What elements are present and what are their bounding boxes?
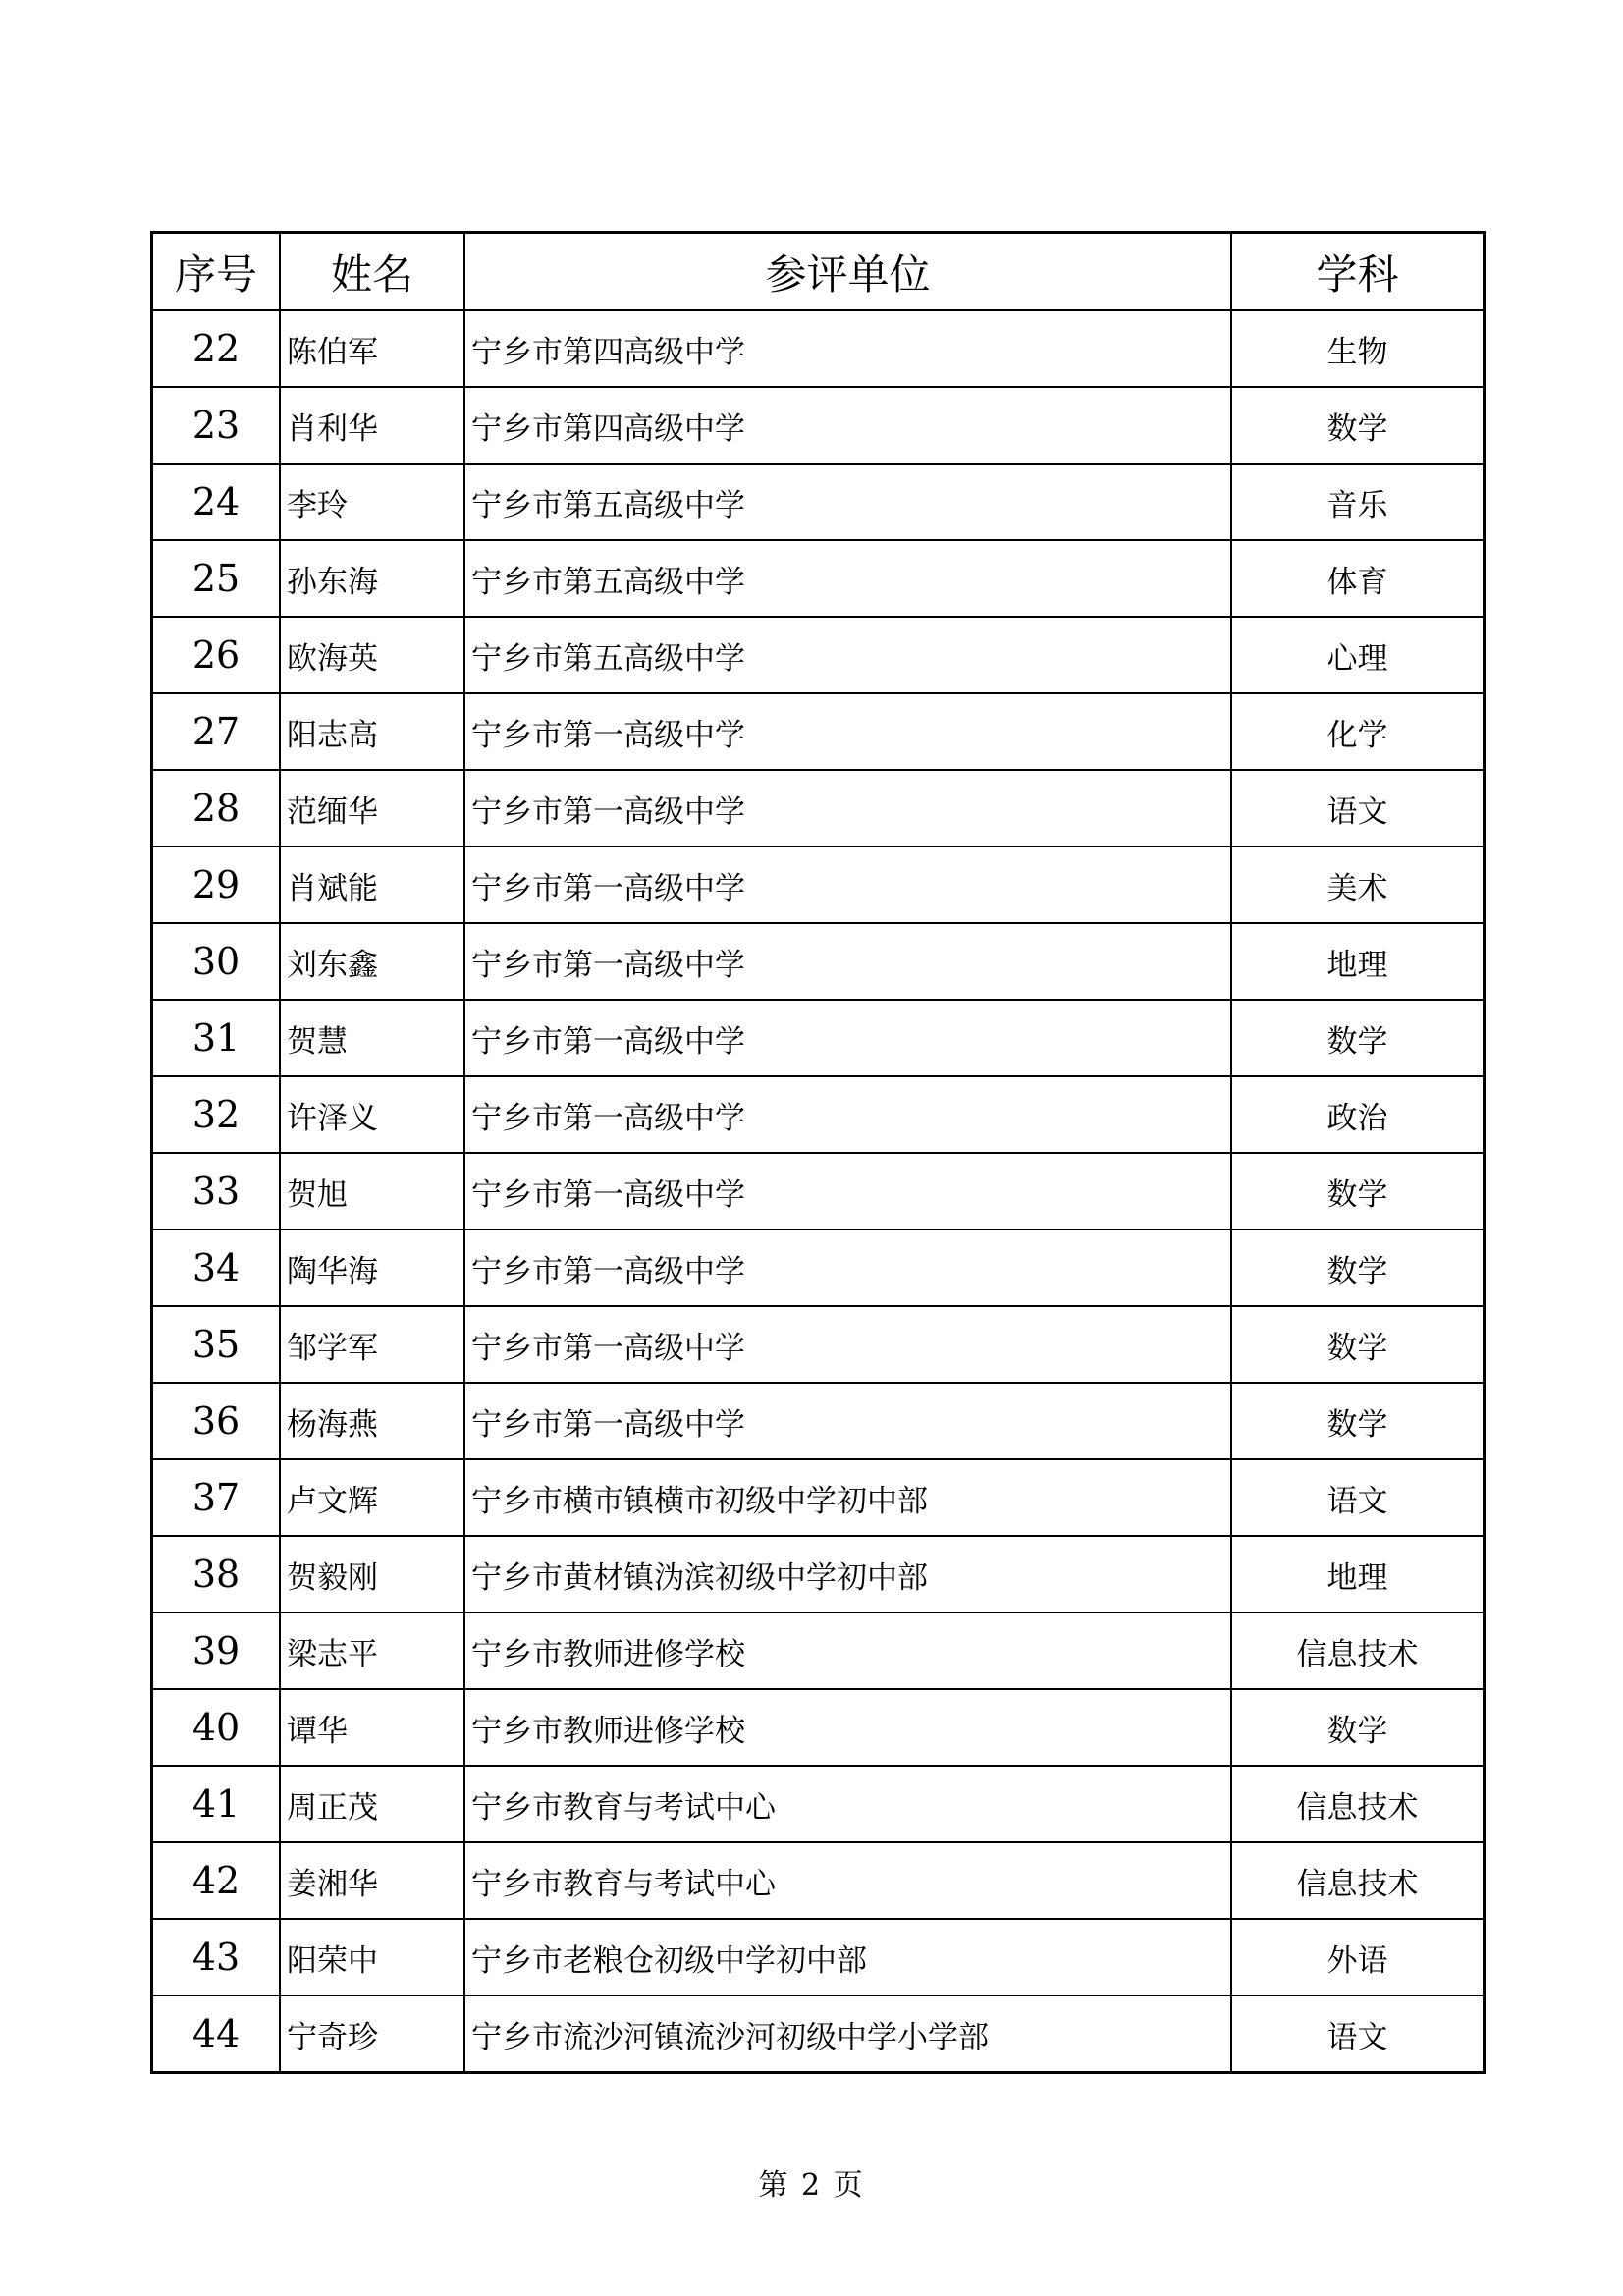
cell-subject: 数学 <box>1231 1383 1485 1459</box>
cell-no: 44 <box>152 1995 281 2073</box>
cell-subject: 外语 <box>1231 1919 1485 1995</box>
table-row <box>152 1613 1485 1689</box>
cell-name: 肖斌能 <box>280 847 464 923</box>
cell-unit: 宁乡市第一高级中学 <box>464 693 1231 770</box>
cell-unit: 宁乡市第一高级中学 <box>464 1383 1231 1459</box>
cell-name: 欧海英 <box>280 617 464 693</box>
cell-unit: 宁乡市第一高级中学 <box>464 1230 1231 1306</box>
evaluation-table <box>150 231 1486 2074</box>
table-row <box>152 540 1485 617</box>
cell-no: 41 <box>152 1766 281 1842</box>
table-row <box>152 1689 1485 1766</box>
cell-name: 贺慧 <box>280 1000 464 1076</box>
cell-name: 陶华海 <box>280 1230 464 1306</box>
cell-name: 陈伯军 <box>280 310 464 387</box>
cell-subject: 语文 <box>1231 1995 1485 2073</box>
cell-unit: 宁乡市流沙河镇流沙河初级中学小学部 <box>464 1995 1231 2073</box>
cell-name: 梁志平 <box>280 1613 464 1689</box>
table-row <box>152 693 1485 770</box>
cell-unit: 宁乡市第五高级中学 <box>464 464 1231 540</box>
header-unit: 参评单位 <box>464 233 1231 311</box>
cell-name: 贺毅刚 <box>280 1536 464 1613</box>
table-row <box>152 923 1485 1000</box>
cell-subject: 美术 <box>1231 847 1485 923</box>
cell-unit: 宁乡市第一高级中学 <box>464 1000 1231 1076</box>
cell-unit: 宁乡市第一高级中学 <box>464 770 1231 847</box>
cell-subject: 数学 <box>1231 1306 1485 1383</box>
cell-subject: 数学 <box>1231 1230 1485 1306</box>
table-row <box>152 464 1485 540</box>
cell-name: 肖利华 <box>280 387 464 464</box>
cell-no: 24 <box>152 464 281 540</box>
table-row <box>152 1383 1485 1459</box>
page-number: 第 2 页 <box>758 2168 865 2203</box>
cell-name: 刘东鑫 <box>280 923 464 1000</box>
cell-subject: 心理 <box>1231 617 1485 693</box>
cell-no: 30 <box>152 923 281 1000</box>
cell-name: 许泽义 <box>280 1076 464 1153</box>
table-row <box>152 1459 1485 1536</box>
table-row <box>152 1153 1485 1230</box>
cell-subject: 信息技术 <box>1231 1842 1485 1919</box>
cell-no: 25 <box>152 540 281 617</box>
cell-no: 33 <box>152 1153 281 1230</box>
cell-name: 阳荣中 <box>280 1919 464 1995</box>
cell-unit: 宁乡市第四高级中学 <box>464 387 1231 464</box>
table-row <box>152 1536 1485 1613</box>
cell-name: 孙东海 <box>280 540 464 617</box>
cell-subject: 音乐 <box>1231 464 1485 540</box>
cell-name: 贺旭 <box>280 1153 464 1230</box>
cell-subject: 化学 <box>1231 693 1485 770</box>
header-name: 姓名 <box>280 233 464 311</box>
table-row <box>152 310 1485 387</box>
cell-subject: 体育 <box>1231 540 1485 617</box>
cell-subject: 语文 <box>1231 770 1485 847</box>
cell-unit: 宁乡市第一高级中学 <box>464 847 1231 923</box>
cell-subject: 地理 <box>1231 1536 1485 1613</box>
cell-unit: 宁乡市横市镇横市初级中学初中部 <box>464 1459 1231 1536</box>
cell-subject: 数学 <box>1231 1153 1485 1230</box>
table-row <box>152 1766 1485 1842</box>
cell-subject: 数学 <box>1231 1000 1485 1076</box>
cell-name: 范缅华 <box>280 770 464 847</box>
cell-name: 阳志高 <box>280 693 464 770</box>
cell-unit: 宁乡市教师进修学校 <box>464 1689 1231 1766</box>
cell-subject: 数学 <box>1231 387 1485 464</box>
cell-unit: 宁乡市老粮仓初级中学初中部 <box>464 1919 1231 1995</box>
table-row <box>152 1995 1485 2073</box>
table-row <box>152 1076 1485 1153</box>
cell-no: 22 <box>152 310 281 387</box>
cell-no: 32 <box>152 1076 281 1153</box>
cell-no: 27 <box>152 693 281 770</box>
header-subject: 学科 <box>1231 233 1485 311</box>
cell-unit: 宁乡市黄材镇沩滨初级中学初中部 <box>464 1536 1231 1613</box>
cell-subject: 生物 <box>1231 310 1485 387</box>
table-row <box>152 387 1485 464</box>
cell-name: 杨海燕 <box>280 1383 464 1459</box>
cell-unit: 宁乡市教师进修学校 <box>464 1613 1231 1689</box>
cell-name: 邹学军 <box>280 1306 464 1383</box>
header-row <box>152 233 1485 311</box>
cell-unit: 宁乡市教育与考试中心 <box>464 1766 1231 1842</box>
cell-unit: 宁乡市第四高级中学 <box>464 310 1231 387</box>
cell-no: 26 <box>152 617 281 693</box>
cell-no: 36 <box>152 1383 281 1459</box>
cell-unit: 宁乡市教育与考试中心 <box>464 1842 1231 1919</box>
cell-no: 29 <box>152 847 281 923</box>
cell-unit: 宁乡市第一高级中学 <box>464 1153 1231 1230</box>
cell-no: 38 <box>152 1536 281 1613</box>
cell-name: 姜湘华 <box>280 1842 464 1919</box>
cell-subject: 信息技术 <box>1231 1766 1485 1842</box>
cell-subject: 地理 <box>1231 923 1485 1000</box>
table-row <box>152 847 1485 923</box>
cell-name: 宁奇珍 <box>280 1995 464 2073</box>
cell-no: 23 <box>152 387 281 464</box>
table-row <box>152 1000 1485 1076</box>
cell-subject: 政治 <box>1231 1076 1485 1153</box>
cell-no: 28 <box>152 770 281 847</box>
cell-unit: 宁乡市第五高级中学 <box>464 617 1231 693</box>
cell-no: 39 <box>152 1613 281 1689</box>
table-row <box>152 617 1485 693</box>
cell-no: 37 <box>152 1459 281 1536</box>
cell-name: 卢文辉 <box>280 1459 464 1536</box>
cell-unit: 宁乡市第一高级中学 <box>464 1306 1231 1383</box>
cell-no: 40 <box>152 1689 281 1766</box>
table-row <box>152 1230 1485 1306</box>
cell-no: 43 <box>152 1919 281 1995</box>
table-row <box>152 770 1485 847</box>
cell-name: 谭华 <box>280 1689 464 1766</box>
table-row <box>152 1306 1485 1383</box>
table-row <box>152 1919 1485 1995</box>
cell-subject: 数学 <box>1231 1689 1485 1766</box>
cell-name: 周正茂 <box>280 1766 464 1842</box>
cell-no: 35 <box>152 1306 281 1383</box>
cell-name: 李玲 <box>280 464 464 540</box>
cell-no: 42 <box>152 1842 281 1919</box>
cell-unit: 宁乡市第一高级中学 <box>464 923 1231 1000</box>
cell-subject: 信息技术 <box>1231 1613 1485 1689</box>
table-row <box>152 1842 1485 1919</box>
cell-no: 34 <box>152 1230 281 1306</box>
cell-subject: 语文 <box>1231 1459 1485 1536</box>
cell-no: 31 <box>152 1000 281 1076</box>
header-no: 序号 <box>152 233 281 311</box>
cell-unit: 宁乡市第五高级中学 <box>464 540 1231 617</box>
cell-unit: 宁乡市第一高级中学 <box>464 1076 1231 1153</box>
